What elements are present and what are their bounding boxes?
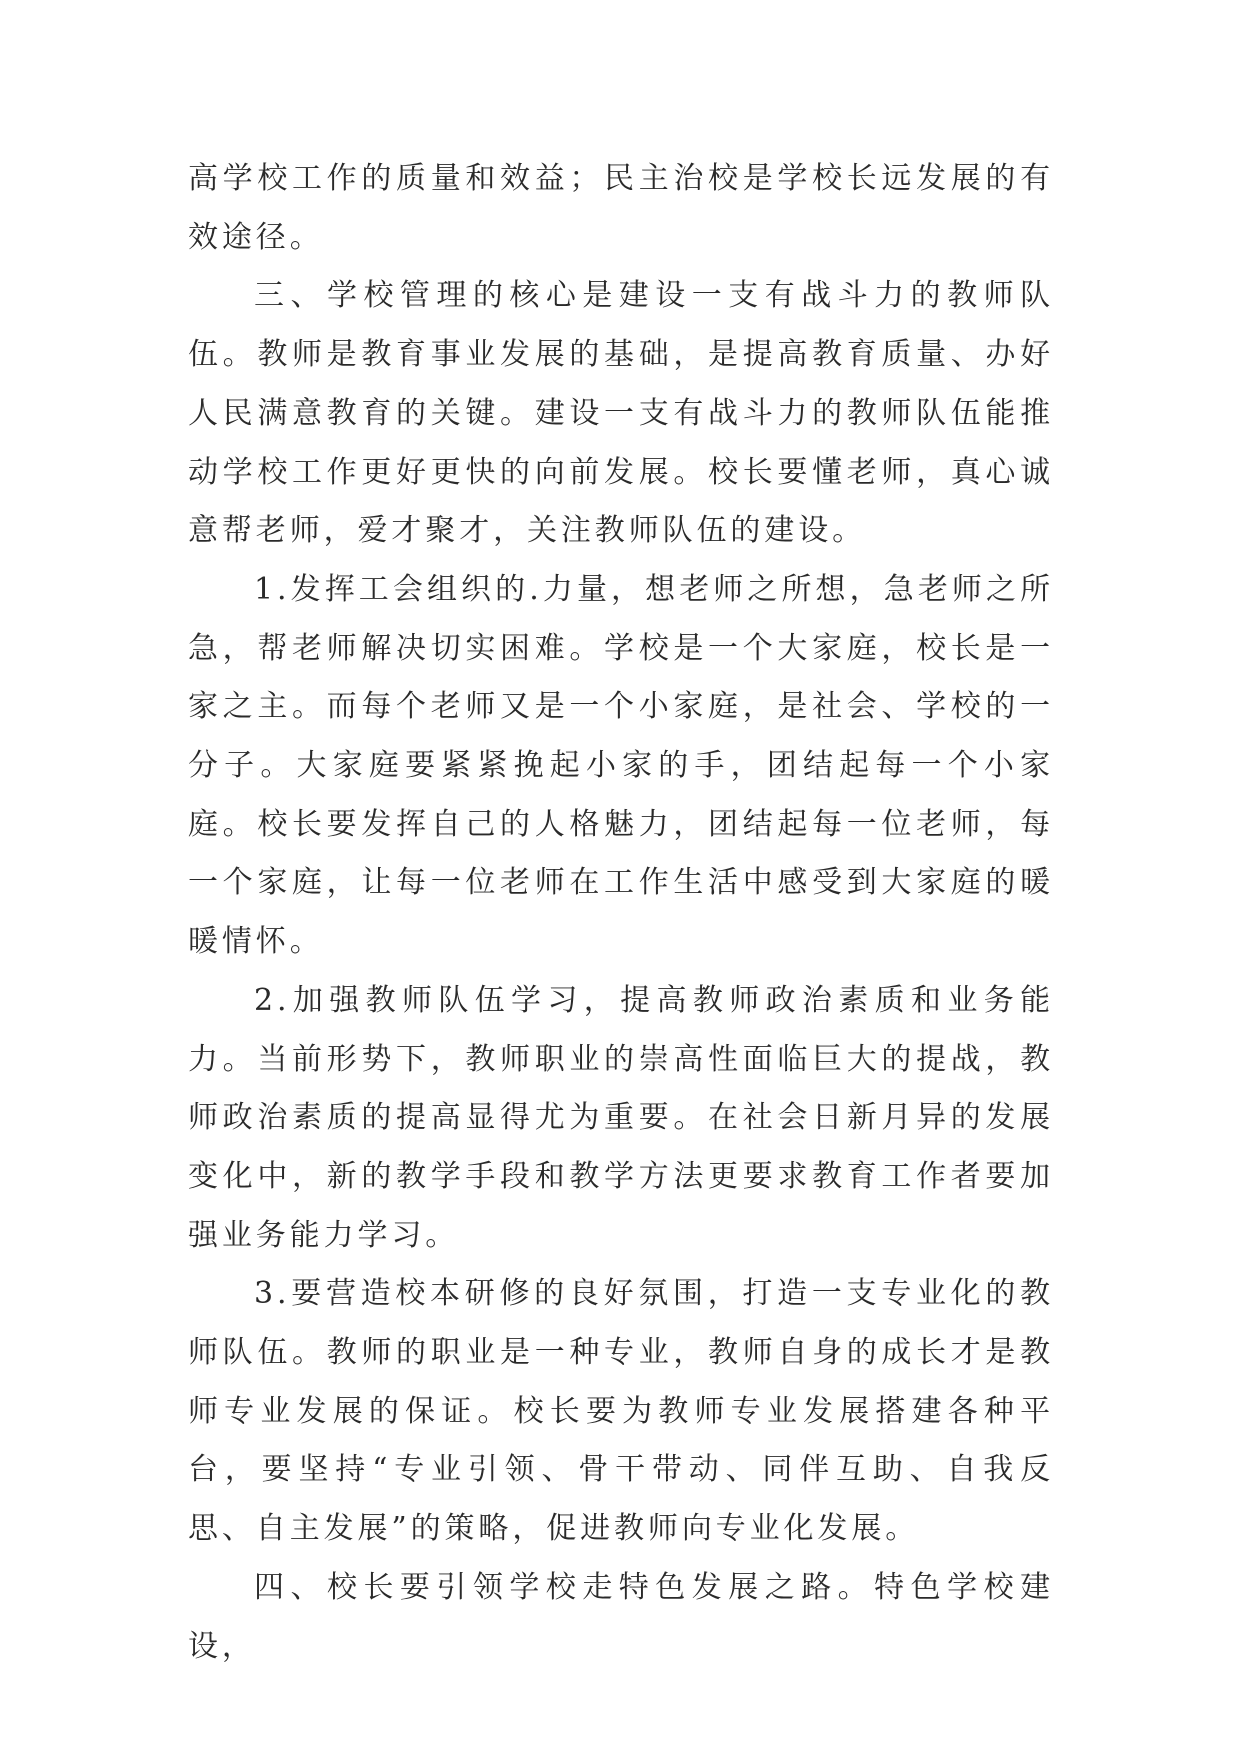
paragraph-continuation: 高学校工作的质量和效益；民主治校是学校长远发展的有效途径。 xyxy=(188,161,1054,255)
paragraph-item-one: 1.发挥工会组织的.力量，想老师之所想，急老师之所急，帮老师解决切实困难。学校是一个大家庭，校长是一家之主。而每个老师又是一个小家庭，是社会、学校的一分子。大家庭要紧紧挽起小家的手，团结起每一个小家庭。校长要发挥自己的人格魅力，团结起每一位老师，每一个家庭，让每一位老师在工作生活中感受到大家庭的暖暖情怀。 xyxy=(188,571,1054,960)
paragraph-item-three: 3.要营造校本研修的良好氛围，打造一支专业化的教师队伍。教师的职业是一种专业，教师自身的成长才是教师专业发展的保证。校长要为教师专业发展搭建各种平台，要坚持“专业引领、骨干带动、同伴互助、自我反思、自主发展”的策略，促进教师向专业化发展。 xyxy=(188,1276,1054,1547)
paragraph-section-four: 四、校长要引领学校走特色发展之路。特色学校建设， xyxy=(188,1569,1054,1664)
document-body xyxy=(188,150,1054,1676)
paragraph-section-three: 三、学校管理的核心是建设一支有战斗力的教师队伍。教师是教育事业发展的基础，是提高教育质量、办好人民满意教育的关键。建设一支有战斗力的教师队伍能推动学校工作更好更快的向前发展。校长要懂老师，真心诚意帮老师，爱才聚才，关注教师队伍的建设。 xyxy=(188,278,1054,549)
paragraph-item-two: 2.加强教师队伍学习，提高教师政治素质和业务能力。当前形势下，教师职业的崇高性面临巨大的提战，教师政治素质的提高显得尤为重要。在社会日新月异的发展变化中，新的教学手段和教学方法更要求教育工作者要加强业务能力学习。 xyxy=(188,982,1054,1253)
